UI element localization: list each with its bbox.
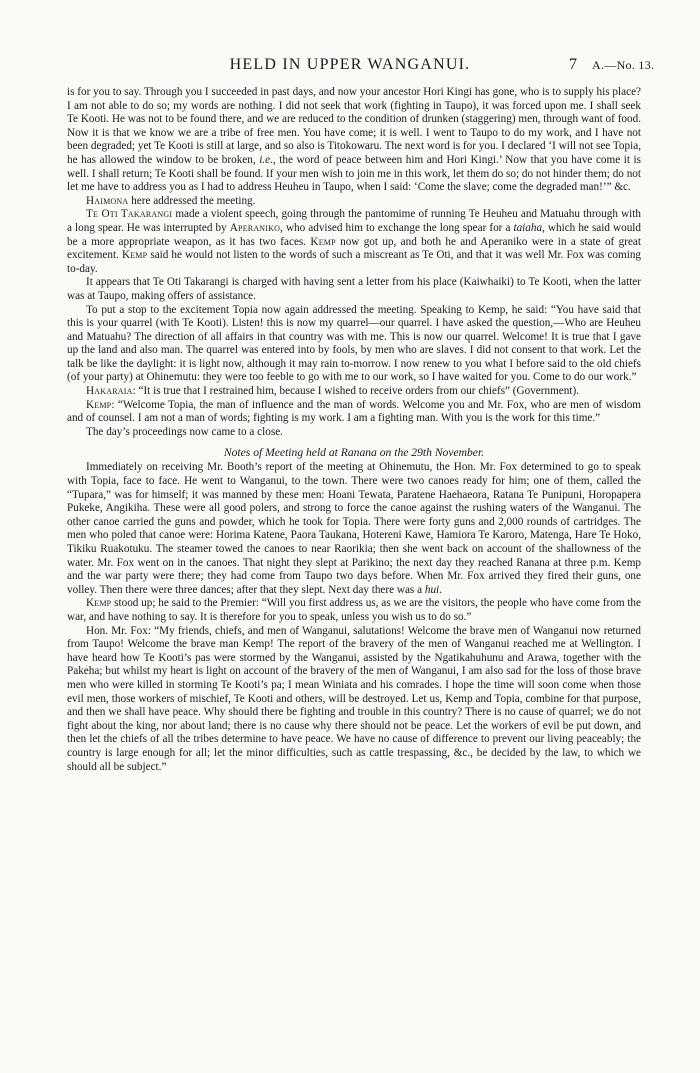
running-title: HELD IN UPPER WANGANUI. (229, 56, 471, 73)
italic-text: hui (424, 583, 440, 596)
paper-reference: A.—No. 13. (592, 58, 655, 72)
section-heading (67, 446, 641, 460)
paragraph (67, 399, 641, 426)
speaker-name: Kemp (310, 235, 336, 248)
text-run: : “It is true that I restrained him, because I wished to receive orders from our chiefs” (Government). (132, 385, 579, 398)
paragraph (67, 461, 641, 597)
paragraph (67, 195, 641, 209)
text-run: is for you to say. Through you I succeeded in past days, and now your ancestor Hori Kingi has gone, who is to supply his place? I am not able to do so; my words are nothing. I did not seek that work (fighting in Taupo), it was forced upon me. I shall seek Te Kooti. He was not to be found there, and we are reduced to the condition of drunken (staggering) men, through want of food. Now it is that we know we are a tribe of free men. You have come; it is well. I went to Taupo to do my work, and I have not been degraded; yet Te Kooti is still at large, and so also is Titokowaru. The next word is for you. I declared ‘I will not see Topia, he has allowed the window to be broken, (67, 86, 641, 166)
speaker-name: Hakaraia (86, 385, 133, 398)
text-run: made a violent speech, going through the pantomime of running Te Heuheu and Matuahu through with a long spear. He was interrupted by (67, 208, 641, 234)
text-run: Notes of Meeting held at Ranana on the 29th November. (223, 446, 485, 460)
speaker-name: Kemp (86, 597, 112, 610)
text-run: now got up, and both he and Aperaniko were in a state of great excitement. (67, 235, 641, 262)
paragraph (67, 385, 641, 399)
text-run: here addressed the meeting. (128, 194, 256, 207)
speaker-name: Kemp (86, 398, 112, 411)
paragraph (67, 625, 641, 775)
text-run: . (439, 583, 442, 596)
speaker-name: Haimona (86, 194, 129, 207)
text-run: , who advised him to exchange the long spear for a (280, 221, 514, 234)
italic-text: taiaha (513, 221, 543, 234)
paragraph (67, 426, 641, 440)
text-run: To put a stop to the excitement Topia now again addressed the meeting. Speaking to Kemp, he said: “You have said that this is your quarrel (with Te Kooti). Listen! this is now my quarrel—our quarrel. I have asked the question,—Who are Heuheu and Matuahu? The direction of all affairs in that country was with me. This is now our quarrel. Welcome! It is true that I gave up the land and also man. The quarrel was entered into by fools, by men who are slaves. I did not consent to that work. Let the talk be like the daylight: it is light now, although it may rain to-morrow. I now renew to you what I before said to the old chiefs (of your party) at Ohinemutu: they were too feeble to go with me to our work, so I have waited for you. Come to do our work.” (67, 303, 641, 384)
text-run: It appears that Te Oti Takarangi is charged with having sent a letter from his place (Kaiwhaiki) to Te Kooti, when the latter was at Taupo, making offers of assistance. (67, 276, 641, 302)
text-run: Immediately on receiving Mr. Booth’s report of the meeting at Ohinemutu, the Hon. Mr. Fox determined to go to speak with Topia, face to face. He went to Wanganui, to the town. There were two canoes ready for him; one of them, called the “Tupara,” was for himself; it was manned by these men: Hoani Tewata, Paratene Haehaeora, Ratana Te Punipuni, Horopapera Pukeke, Angikiha. These were all good polers, and strong to force the canoe against the rushing waters of the Wanganui. The other canoe carried the guns and powder, which he took for Topia. There were forty guns and 2,000 rounds of cartridges. The men who poled that canoe were: Horima Katene, Paora Taukana, Hotereni Kawe, Hamiora Te Karoro, Matenga, Hare Te Hoko, Tikiku Ruakotuku. The steamer towed the canoes to near Raorikia; then she went back on account of the shallowness of the water. Mr. Fox went on in the canoes. That night they slept at Parikino; the next day they reached Ranana at three p.m. Kemp and the war party were there; they had come from Taupo two days before. When Mr. Fox arrived they fired their guns, one volley. Then there were three dances; after that they slept. Next day there was a (67, 461, 641, 596)
paragraph (67, 208, 641, 276)
paragraph (67, 276, 641, 303)
text-run: , which he said would be a more appropriate weapon, as it has two faces. (67, 221, 641, 248)
page-number: 7 (569, 56, 577, 73)
speaker-name: Aperaniko (229, 221, 281, 234)
page-header (0, 56, 700, 80)
paragraph (67, 597, 641, 624)
document-body (67, 86, 641, 774)
text-run: Hon. Mr. Fox: “My friends, chiefs, and men of Wanganui, salutations! Welcome the brave men of Wanganui now returned from Taupo! Welcome the brave man Kemp! The report of the bravery of the men of Wanganui reached me at Wellington. I have heard how Te Kooti’s pas were stormed by the Wanganui, assisted by the Ngatikahuhunu and Arawa, together with the Pakeha; but whilst my heart is light on account of the bravery of the men of Wanganui, I am also sad for the loss of those brave men who were killed in storming Te Kooti’s pa; I mean Winiata and his comrades. I hope the time will soon come when those evil men, those workers of mischief, Te Kooti and others, will be destroyed. Let us, Kemp and Topia, combine for that purpose, and then we shall have peace. Why should there be fighting and trouble in this country? There is no cause of quarrel; we do not fight about the king, nor about land; there is no cause why there should not be peace. Let the workers of evil be put down, and then let the chiefs of all the tribes determine to have peace. We have no cause of difference to prevent our living peaceably; the country is large enough for all; let the minor difficulties, such as cattle trespassing, &c., be decided by the law, to which we should all be subject.” (67, 624, 641, 773)
paragraph (67, 304, 641, 386)
paragraph (67, 86, 641, 195)
text-run: , the word of peace between him and Hori Kingi.’ Now that you have come it is well. I shall return; Te Kooti shall be found. If your men wish to join me in this work, let them do so; do not hinder them; do not let me have to address you as I had to address Heuheu in Taupo, when I said: ‘Come the slave; come the degraded man!’” &c. (67, 153, 641, 194)
text-run: stood up; he said to the Premier: “Will you first address us, as we are the visitors, the people who have come from the war, and have nothing to say. It is therefore for you to speak, unless you wish us to do so.” (67, 597, 641, 623)
text-run: The day’s proceedings now came to a close. (86, 425, 283, 438)
text-run: said he would not listen to the words of such a miscreant as Te Oti, and that it was well Mr. Fox was coming to-day. (67, 249, 642, 275)
speaker-name: Te Oti Takarangi (86, 208, 173, 221)
text-run: : “Welcome Topia, the man of influence and the man of words. Welcome you and Mr. Fox, who are men of wisdom and of counsel. I am not a man of words; fighting is my work. I am a fighting man. With you is the work for this time.” (67, 398, 641, 425)
italic-text: i.e. (259, 153, 273, 166)
speaker-name: Kemp (121, 249, 148, 262)
